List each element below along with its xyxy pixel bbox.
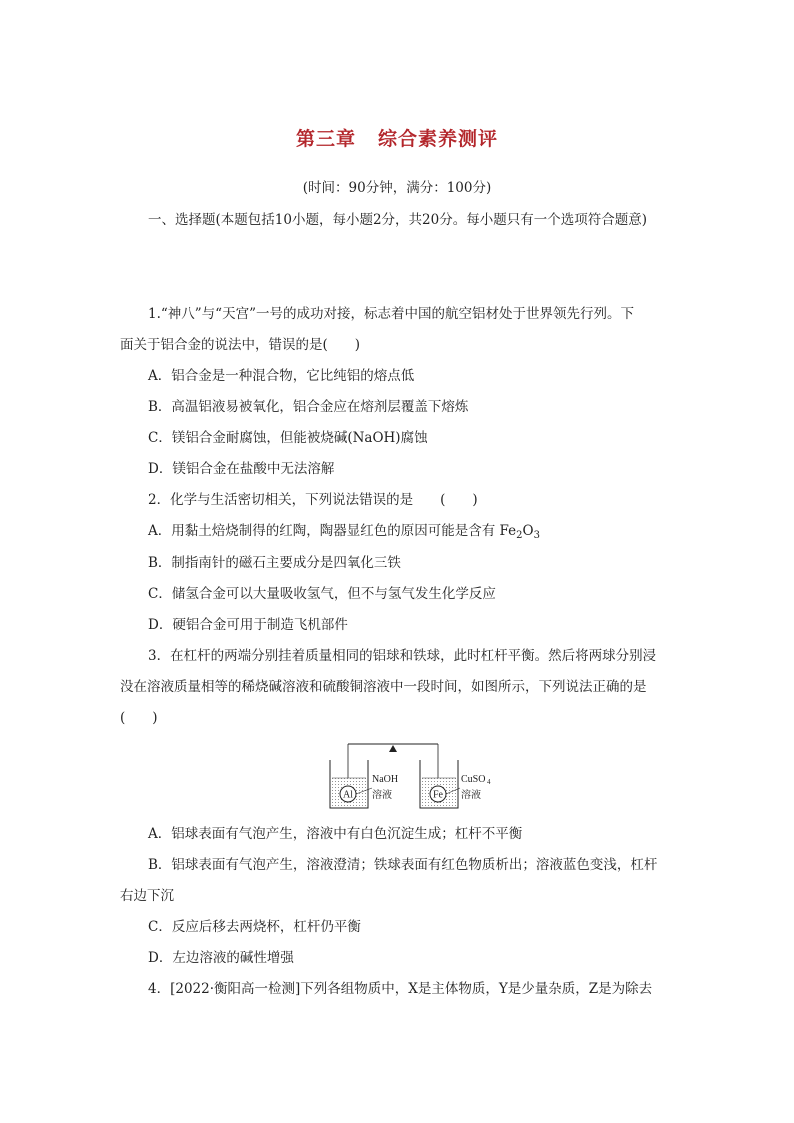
q3-option-d: D．左边溶液的碱性增强 <box>148 950 294 966</box>
chapter-label: 第三章 <box>295 128 356 150</box>
q3-option-b-cont: 右边下沉 <box>120 888 174 904</box>
left-solution-suffix: 溶液 <box>372 790 392 801</box>
q2-formula-sub1: 2 <box>516 530 523 541</box>
q2-option-c: C．储氢合金可以大量吸收氢气，但不与氢气发生化学反应 <box>148 586 496 602</box>
page-title <box>0 124 794 151</box>
right-solution-suffix: 溶液 <box>461 790 481 801</box>
q1-option-d: D．镁铝合金在盐酸中无法溶解 <box>148 461 335 477</box>
fulcrum-icon <box>389 745 397 752</box>
exam-meta: (时间：90分钟，满分：100分) <box>302 180 492 196</box>
q1-stem-line1: 1.“神八”与“天宫”一号的成功对接，标志着中国的航空铝材处于世界领先行列。下 <box>148 306 634 322</box>
q2-option-a <box>148 521 708 546</box>
right-solution-sub: 4 <box>487 778 491 786</box>
lever-diagram <box>322 738 492 814</box>
right-ball-label: Fe <box>433 789 443 801</box>
chapter-title: 综合素养测评 <box>378 128 499 150</box>
q2-option-a-text: A．用黏土焙烧制得的红陶，陶器显红色的原因可能是含有 Fe <box>148 523 517 539</box>
q3-option-a: A．铝球表面有气泡产生，溶液中有白色沉淀生成；杠杆不平衡 <box>148 826 523 842</box>
left-solution-label: NaOH <box>372 774 399 785</box>
q4-stem: 4．[2022·衡阳高一检测]下列各组物质中，X是主体物质，Y是少量杂质，Z是为除去 <box>148 981 653 997</box>
q3-stem-line3: ( ) <box>120 710 158 726</box>
q2-formula-sub2: 3 <box>533 530 540 541</box>
q1-stem-line2: 面关于铝合金的说法中，错误的是( ) <box>120 337 361 353</box>
q3-option-c: C．反应后移去两烧杯，杠杆仍平衡 <box>148 919 361 935</box>
q2-stem: 2．化学与生活密切相关，下列说法错误的是 ( ) <box>148 492 478 508</box>
q2-option-d: D．硬铝合金可用于制造飞机部件 <box>148 617 348 633</box>
q3-stem-line1: 3．在杠杆的两端分别挂着质量相同的铝球和铁球，此时杠杆平衡。然后将两球分别浸 <box>148 648 657 664</box>
q3-stem-line2: 没在溶液质量相等的稀烧碱溶液和硫酸铜溶液中一段时间，如图所示，下列说法正确的是 <box>120 679 647 695</box>
q1-option-a: A．铝合金是一种混合物，它比纯铝的熔点低 <box>148 368 415 384</box>
q2-formula-mid: O <box>522 523 534 539</box>
q1-option-c: C．镁铝合金耐腐蚀，但能被烧碱(NaOH)腐蚀 <box>148 430 428 446</box>
q2-option-b: B．制指南针的磁石主要成分是四氧化三铁 <box>148 555 401 571</box>
q3-option-b: B．铝球表面有气泡产生，溶液澄清；铁球表面有红色物质析出；溶液蓝色变浅，杠杆 <box>148 857 658 873</box>
right-solution-label: CuSO <box>461 774 486 785</box>
q1-option-b: B．高温铝液易被氧化，铝合金应在熔剂层覆盖下熔炼 <box>148 399 469 415</box>
section-heading: 一、选择题(本题包括10小题，每小题2分，共20分。每小题只有一个选项符合题意) <box>148 212 647 228</box>
left-ball-label: Al <box>343 789 353 801</box>
lever-beaker-figure <box>322 738 492 814</box>
